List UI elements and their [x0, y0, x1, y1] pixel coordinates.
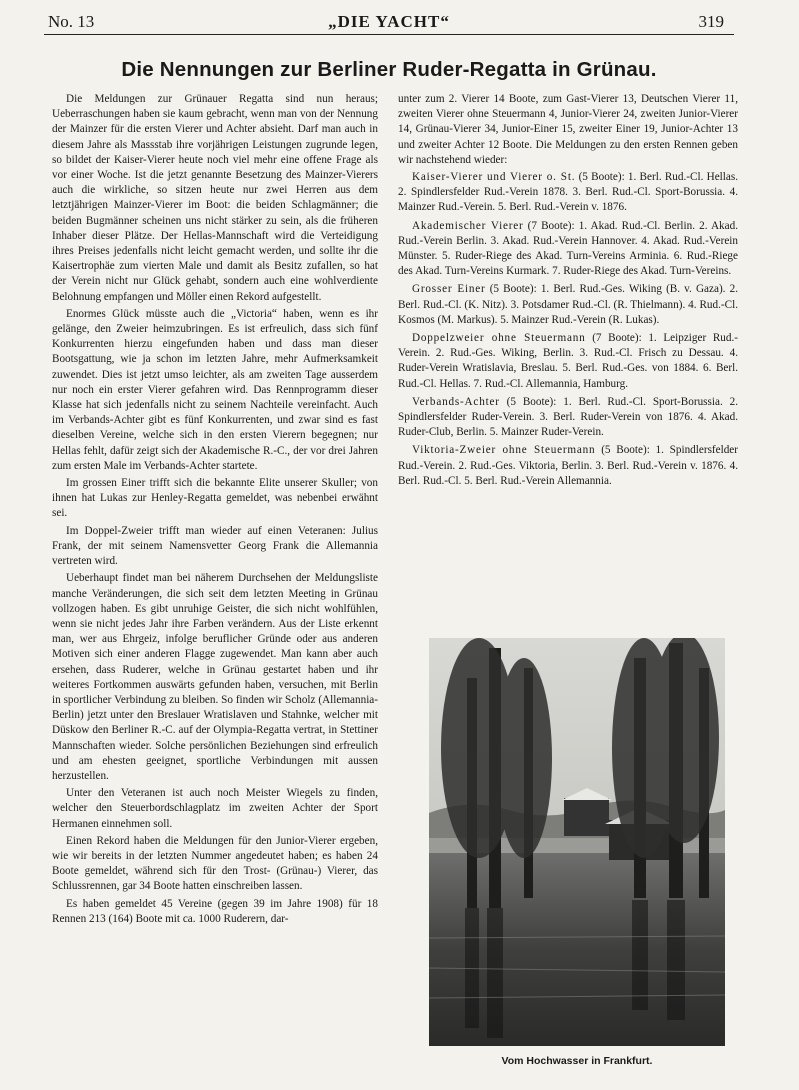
paragraph: Im grossen Einer trifft sich die bekannte Elite unserer Skuller; von ihnen hat Lukas zur Henley-Regatta gemeldet, was nebenbei erwähnt sei.: [52, 477, 378, 520]
paragraph: Die Meldungen zur Grünauer Regatta sind nun heraus; Ueberraschungen haben sie kaum gebracht, wenn man von der Nennung der Mainzer für die ersten Vierer und Achter absieht. Darf man auch in diesem Jahre als Massstab ihre vorjährigen Leistungen zugrunde legen, so bildet der Kaiser-Vierer heute noch viel mehr eine offene Frage als vor einer Woche. Ist die jetzt genannte Besetzung des Mainzer-Vierers auch die wirkliche, so sitzen heute nur zwei Herren aus dem letztjährigen Mainzer-Vierer im Boot: die beiden Schlagmänner; die beiden Bugmänner scheinen uns nicht stärker zu sein, als die früheren Inhaber dieser Plätze. Der Hellas-Mannschaft wird die Verteidigung ihres Preises jedenfalls nicht leicht gemacht werden, und sollte ihr die Kaisertrophäe zum vierten Male und damit als Besitz zufallen, so hat der Verein nicht nur Glück gehabt, sondern auch eine wohlverdiente Belohnung empfangen und Möller einen Rekord aufgestellt.: [52, 93, 378, 303]
race-entry: [398, 170, 738, 216]
page-header: [44, 8, 734, 35]
race-name: Verbands-Achter: [412, 395, 500, 408]
race-name: Viktoria-Zweier ohne Steuermann: [412, 444, 596, 457]
left-column: [52, 92, 378, 929]
article-title: Die Nennungen zur Berliner Ruder-Regatta in Grünau.: [121, 58, 657, 81]
paragraph: Es haben gemeldet 45 Vereine (gegen 39 im Jahre 1908) für 18 Rennen 213 (164) Boote mit ca. 1000 Ruderern, dar-: [52, 897, 378, 925]
race-name: Doppelzweier ohne Steuermann: [412, 332, 586, 345]
race-entry: [398, 331, 738, 392]
paragraph: unter zum 2. Vierer 14 Boote, zum Gast-Vierer 13, Deutschen Vierer 11, zweiten Vierer ohne Steuermann 4, Junior-Vierer 24, zweiten Junior-Vierer 14, Grünau-Vierer 34, Junior-Einer 15, zweiter Einer 19, Junior-Achter 13 und zweiter Achter 12 Boote. Die Meldungen zu den ersten Rennen geben wir nachstehend wieder:: [398, 93, 738, 166]
flood-photo: [429, 638, 725, 1046]
issue-number: No. 13: [48, 12, 95, 31]
race-entry: [398, 443, 738, 489]
race-entry: [398, 219, 738, 280]
paragraph: Enormes Glück müsste auch die „Victoria“ haben, wenn es ihr gelänge, den Zweier heimzubringen. Es ist erfreulich, dass sich fünf Konkurrenten hierzu eingefunden haben und dass man dieser Bootsgattung, wie ja schon im letzten Jahre, mehr Aufmerksamkeit zuwendet. Dies ist jetzt umso leichter, als am zweiten Tage ausserdem nur noch ein erster Vierer gefahren wird. Das Rennprogramm dieser Klasse hat sich jedenfalls nicht zu seinem Nachteile vereinfacht. Auch im Verbands-Achter gibt es fünf Konkurrenten, und zwar sind es fast dieselben Vereine, welche sich in den ersten Vierern begegnen; nur Hellas fehlt, dafür zeigt sich der Akademische R.-C., der vor drei Jahren zum ersten Male im Verbands-Achter startete.: [52, 307, 378, 472]
race-text: (7 Boote): 1. Akad. Rud.-Cl. Berlin. 2. Akad. Rud.-Verein Berlin. 3. Akad. Rud.-Verein Hannover. 4. Akad. Rud.-Verein Münster. 5. Ruder-Riege des Akad. Turn-Vereins Arminia. 6. Rud.-Riege des Akad. Turn-Vereins Kurmark. 7. Ruder-Riege des Akad. Turn-Vereins.: [398, 219, 738, 278]
paragraph: Ueberhaupt findet man bei näherem Durchsehen der Meldungsliste manche Veränderungen, die sich seit dem letzten Meeting in Grünau vollzogen haben. Es gibt unruhige Geister, die sich nicht wohlfühlen, wenn sie nicht jedes Jahr ihre Farben verändern. Aus der Liste erkennt man, wer aus Ehrgeiz, infolge beruflicher Gründe oder aus anderen Motiven sich einer anderen Flagge zugewendet. Man kann aber auch ersehen, dass Ruderer, welche in Grünau gestartet haben und ihr weiteres Fortkommen auswärts gefunden haben, versuchen, mit Berlin in sportlicher Verbindung zu bleiben. So finden wir Scholz (Allemannia-Berlin) jetzt unter den Breslauer Wratislaven und Stahnke, welcher mit Düskow den Berliner R.-C. auf der Olympia-Regatta vertrat, in Stettiner Mannschaften wieder. Solche persönlichen Beziehungen sind erfreulich und am ehesten geeignet, sportliche Verbindungen mit aussen herzustellen.: [52, 572, 378, 782]
race-text: (5 Boote): 1. Berl. Rud.-Cl. Sport-Borussia. 2. Spindlersfelder Ruder-Verein. 3. Berl. Ruder-Verein von 1876. 4. Akad. Ruder-Club, Berlin. 5. Mainzer Ruder-Verein.: [398, 395, 738, 439]
race-text: (5 Boote): 1. Berl. Rud.-Cl. Hellas. 2. Spindlersfelder Rud.-Verein 1878. 3. Berl. Rud.-Cl. Sport-Borussia. 4. Mainzer Rud.-Verein. 5. Berl. Rud.-Verein v. 1876.: [398, 171, 739, 214]
right-column: [398, 92, 738, 492]
paragraph: Einen Rekord haben die Meldungen für den Junior-Vierer ergeben, wie wir bereits in der letzten Nummer angedeutet haben; es haben 24 Boote gemeldet, während sich für den Trost- (Grünau-) Vierer, das Schlussrennen, gar 34 Boote hatten einschreiben lassen.: [52, 834, 378, 893]
race-text: (5 Boote): 1. Spindlersfelder Rud.-Verein. 2. Rud.-Ges. Viktoria, Berlin. 3. Berl. Rud.-Verein v. 1876. 4. Berl. Rud.-Cl. 5. Berl. Rud.-Verein Allemannia.: [398, 444, 739, 487]
race-entry: [398, 395, 738, 441]
race-text: (5 Boote): 1. Berl. Rud.-Ges. Wiking (B. v. Gaza). 2. Berl. Rud.-Cl. (K. Nitz). 3. Potsdamer Rud.-Cl. (R. Thielmann). 4. Rud.-Cl. Kosmos (M. Markus). 5. Mainzer Rud.-Verein (R. Lukas).: [398, 283, 738, 326]
photo-caption: Vom Hochwasser in Frankfurt.: [501, 1055, 653, 1067]
race-name: Akademischer Vierer: [412, 219, 524, 232]
paragraph: Unter den Veteranen ist auch noch Meister Wiegels zu finden, welcher den Steuerbordschlagplatz im zweiten Achter der Sport Hermanen einnehmen soll.: [52, 787, 378, 830]
page-number: 319: [698, 12, 724, 31]
race-name: Kaiser-Vierer und Vierer o. St.: [412, 171, 576, 184]
race-text: (7 Boote): 1. Leipziger Rud.-Verein. 2. Rud.-Ges. Wiking, Berlin. 3. Rud.-Cl. Frisch zu Dessau. 4. Ruder-Verein Wratislavia, Breslau. 5. Berl. Rud.-Ges. von 1884. 6. Berl. Rud.-Cl. Hellas. 7. Rud.-Cl. Allemannia, Hamburg.: [398, 332, 738, 390]
journal-title: „DIE YACHT“: [328, 12, 450, 31]
race-entry: [398, 282, 738, 328]
paragraph: Im Doppel-Zweier trifft man wieder auf einen Veteranen: Julius Frank, der mit seinem Namensvetter Georg Frank die Allemannia vertreten wird.: [52, 524, 378, 568]
race-name: Grosser Einer: [412, 283, 486, 296]
